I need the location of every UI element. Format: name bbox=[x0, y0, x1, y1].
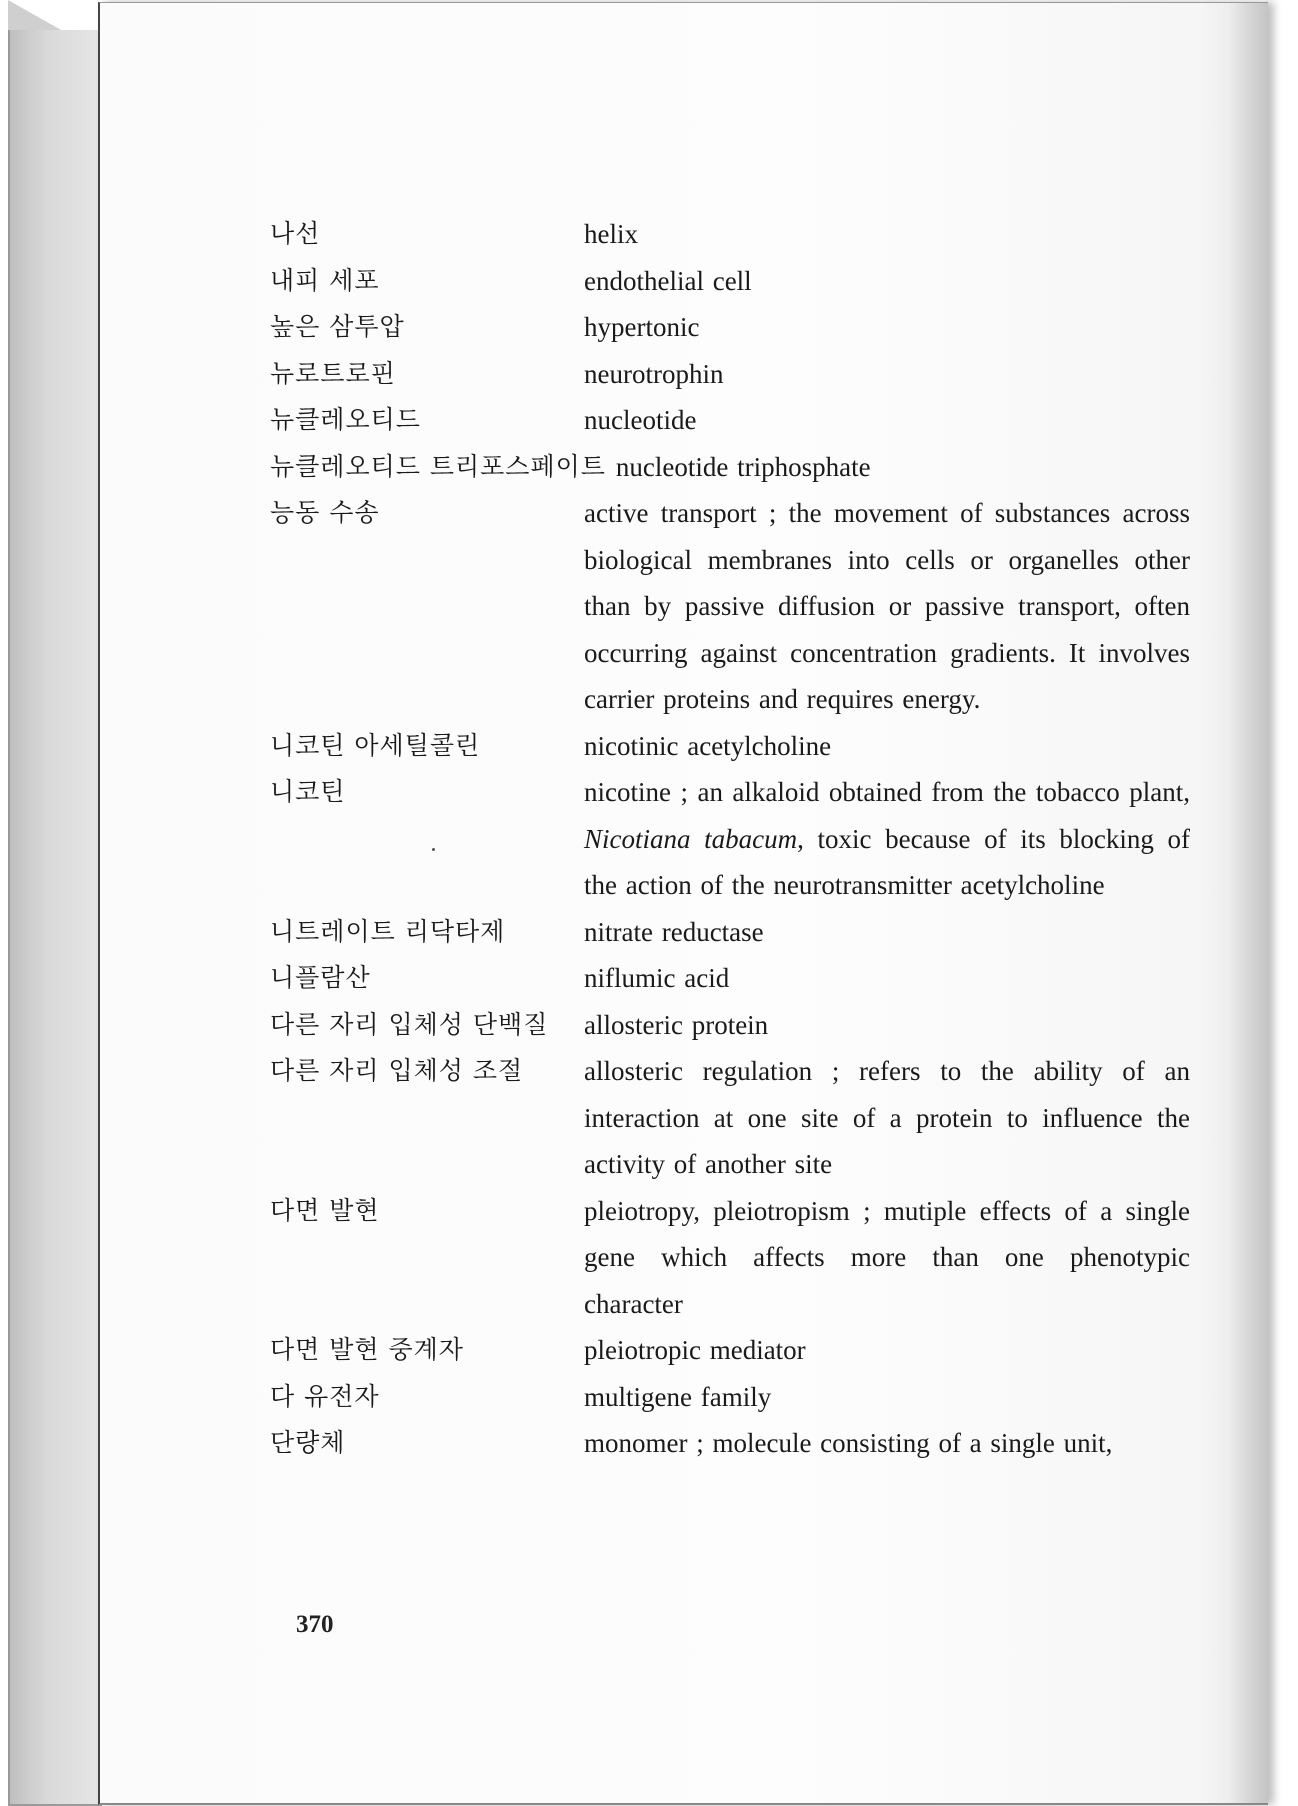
entry-term: 니플람산 bbox=[270, 963, 371, 992]
glossary-entry bbox=[270, 397, 1190, 444]
glossary-entry bbox=[270, 351, 1190, 398]
entry-definition bbox=[584, 769, 1190, 909]
entry-definition: neurotrophin bbox=[584, 358, 724, 389]
entry-term: 뉴클레오티드 bbox=[270, 405, 421, 434]
entry-term: 내피 세포 bbox=[270, 265, 380, 295]
entry-definition: active transport ; the movement of substances across biological membranes into cells or organelles other than by passive diffusion or passive transport, often occurring against concentration gradients. It involves carrier proteins and requires energy. bbox=[584, 498, 1190, 714]
glossary-entry bbox=[270, 304, 1190, 351]
entry-definition: helix bbox=[584, 219, 638, 249]
glossary-entry bbox=[270, 1048, 1190, 1188]
glossary-entry bbox=[270, 1420, 1190, 1467]
entry-term: 다른 자리 입체성 단백질 bbox=[270, 1009, 549, 1039]
definition-text: , toxic because of its blocking of the action of the neurotransmitter acetylcholine bbox=[584, 823, 1190, 900]
glossary-entry bbox=[270, 444, 1190, 491]
entry-definition: hypertonic bbox=[584, 312, 700, 342]
entry-definition: nicotinic acetylcholine bbox=[584, 730, 832, 761]
entry-definition: multigene family bbox=[584, 1381, 772, 1412]
glossary-entry bbox=[270, 1327, 1190, 1374]
entry-definition: allosteric protein bbox=[584, 1009, 769, 1040]
book-page bbox=[98, 2, 1268, 1805]
entry-term: 능동 수송 bbox=[270, 498, 380, 527]
entry-term: 니코틴 아세틸콜린 bbox=[270, 730, 481, 760]
entry-term: 나선 bbox=[270, 219, 321, 248]
entry-definition: nucleotide triphosphate bbox=[615, 451, 871, 482]
entry-term: 다 유전자 bbox=[270, 1381, 380, 1411]
glossary-entry bbox=[270, 769, 1190, 909]
entry-definition: nucleotide bbox=[584, 405, 697, 435]
entry-definition: nitrate reductase bbox=[584, 916, 764, 947]
glossary-entry bbox=[270, 955, 1190, 1002]
entry-definition: monomer ; molecule consisting of a single unit, bbox=[584, 1428, 1113, 1458]
entry-definition: endothelial cell bbox=[584, 265, 752, 296]
glossary-entry bbox=[270, 211, 1190, 258]
glossary-entry bbox=[270, 723, 1190, 770]
glossary-entries bbox=[270, 211, 1190, 1467]
entry-definition: pleiotropy, pleiotropism ; mutiple effects of a single gene which affects more than one phenotypic character bbox=[584, 1195, 1190, 1319]
entry-term: 다른 자리 입체성 조절 bbox=[270, 1056, 524, 1085]
glossary-entry bbox=[270, 1374, 1190, 1421]
entry-term: 니코틴 bbox=[270, 777, 346, 806]
definition-text: nicotine ; an alkaloid obtained from the tobacco plant, bbox=[584, 777, 1190, 807]
entry-term: 뉴클레오티드 트리포스페이트 bbox=[270, 451, 606, 481]
entry-term: 단량체 bbox=[270, 1428, 346, 1457]
entry-definition: niflumic acid bbox=[584, 963, 730, 993]
glossary-entry bbox=[270, 1002, 1190, 1049]
entry-definition: pleiotropic mediator bbox=[584, 1335, 806, 1365]
page-edge-shade bbox=[1228, 3, 1268, 1803]
entry-term: 뉴로트로핀 bbox=[270, 358, 396, 388]
glossary-entry bbox=[270, 258, 1190, 305]
glossary-entry bbox=[270, 1188, 1190, 1328]
entry-term: 높은 삼투압 bbox=[270, 312, 405, 341]
book-spine bbox=[8, 30, 102, 1806]
entry-term: 니트레이트 리닥타제 bbox=[270, 916, 506, 946]
glossary-entry bbox=[270, 490, 1190, 723]
entry-term: 다면 발현 bbox=[270, 1195, 380, 1225]
glossary-entry bbox=[270, 909, 1190, 956]
species-name: Nicotiana tabacum bbox=[584, 823, 798, 854]
entry-definition: allosteric regulation ; refers to the ability of an interaction at one site of a protein to influence the activity of another site bbox=[584, 1056, 1190, 1179]
entry-term: 다면 발현 중계자 bbox=[270, 1335, 464, 1364]
page-number: 370 bbox=[296, 1611, 334, 1638]
